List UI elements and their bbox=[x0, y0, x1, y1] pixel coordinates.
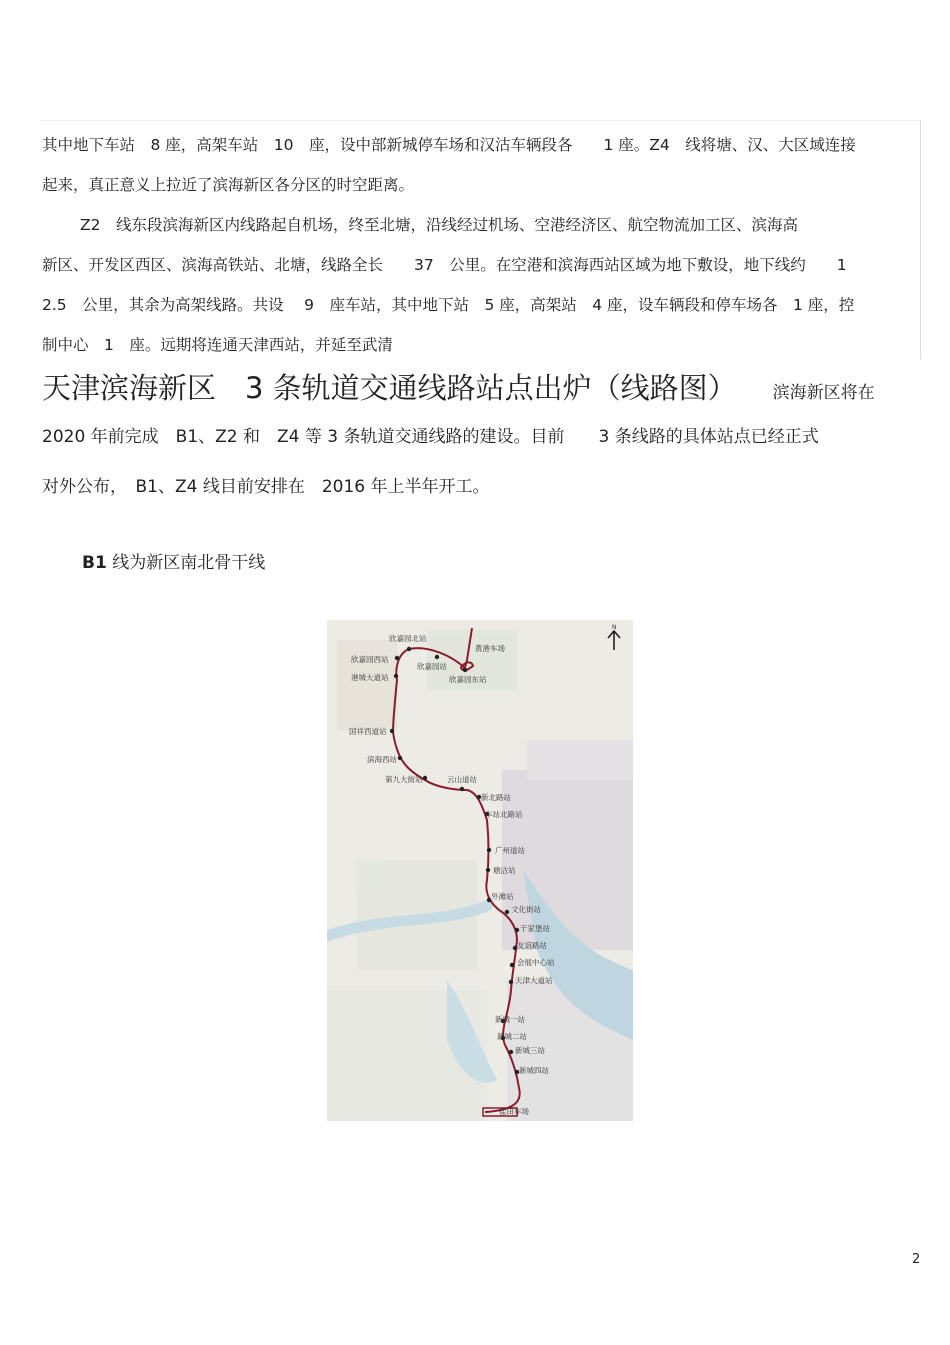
station-label: 新城二站 bbox=[497, 1032, 527, 1041]
paragraph-line: 起来，真正意义上拉近了滨海新区各分区的时空距离。 bbox=[42, 176, 415, 194]
station-label: 港城大道站 bbox=[351, 673, 389, 682]
subheading-text: 线为新区南北骨干线 bbox=[106, 553, 266, 573]
station-label: 外滩站 bbox=[491, 892, 514, 901]
station-label: 塘沽站 bbox=[493, 866, 516, 875]
station-label: 广州道站 bbox=[495, 846, 525, 855]
paragraph-line: 其中地下车站 8 座，高架车站 10 座，设中部新城停车场和汉沽车辆段各 1 座。Z4 线将塘、汉、大区域连接 bbox=[42, 136, 856, 154]
title-tail: 滨海新区将在 bbox=[772, 382, 875, 403]
station-label: 友谊路站 bbox=[517, 941, 547, 950]
article-title bbox=[42, 366, 875, 407]
station-label: 新城四站 bbox=[519, 1066, 549, 1075]
paragraph-line: 2020 年前完成 B1、Z2 和 Z4 等 3 条轨道交通线路的建设。目前 3 条线路的具体站点已经正式 bbox=[42, 427, 819, 447]
station-label: 第九大街站 bbox=[385, 775, 423, 784]
station-label: 于家堡站 bbox=[520, 924, 550, 933]
station-label: 欣嘉园西站 bbox=[351, 655, 389, 664]
route-map bbox=[327, 620, 633, 1121]
north-label: N bbox=[612, 624, 617, 631]
title-text: 天津滨海新区 3 条轨道交通线路站点出炉（线路图） bbox=[42, 371, 737, 405]
station-label: 欣嘉园北站 bbox=[389, 634, 427, 643]
station-label: 文化街站 bbox=[511, 905, 541, 914]
paragraph-line: 2.5 公里，其余为高架线路。共设 9 座车站，其中地下站 5 座，高架站 4 座，设车辆段和停车场各 1 座，控 bbox=[42, 296, 855, 314]
page-number: 2 bbox=[912, 1252, 921, 1267]
station-label: 欣嘉园东站 bbox=[449, 675, 487, 684]
paragraph-line: Z2 线东段滨海新区内线路起自机场，终至北塘，沿线经过机场、空港经济区、航空物流加工区、滨海高 bbox=[80, 216, 798, 234]
station-label: 会展中心站 bbox=[517, 958, 555, 967]
station-label: 滨海西站 bbox=[367, 755, 397, 764]
station-label: 欣嘉园站 bbox=[417, 662, 447, 671]
station-label: 新城三站 bbox=[515, 1046, 545, 1055]
station-label: 盐田车场 bbox=[499, 1107, 529, 1116]
station-label: 国祥西道站 bbox=[349, 727, 387, 736]
station-label: 云山道站 bbox=[447, 775, 477, 784]
paragraph-line: 对外公布， B1、Z4 线目前安排在 2016 年上半年开工。 bbox=[42, 477, 490, 497]
paragraph-line: 新区、开发区西区、滨海高铁站、北塘，线路全长 37 公里。在空港和滨海西站区域为地下敷设，地下线约 1 bbox=[42, 256, 847, 274]
paragraph-line: 制中心 1 座。远期将连通天津西站，并延至武清 bbox=[42, 336, 393, 354]
station-label: 新城一站 bbox=[495, 1015, 525, 1024]
station-label: 天津大道站 bbox=[515, 976, 553, 985]
station-label: 新北路站 bbox=[481, 793, 511, 802]
subheading-bold: B1 bbox=[82, 553, 107, 573]
text-frame bbox=[40, 120, 921, 359]
station-label: 车站北路站 bbox=[485, 810, 523, 819]
section-subheading bbox=[82, 548, 265, 573]
station-label: 黄港车场 bbox=[475, 644, 505, 653]
